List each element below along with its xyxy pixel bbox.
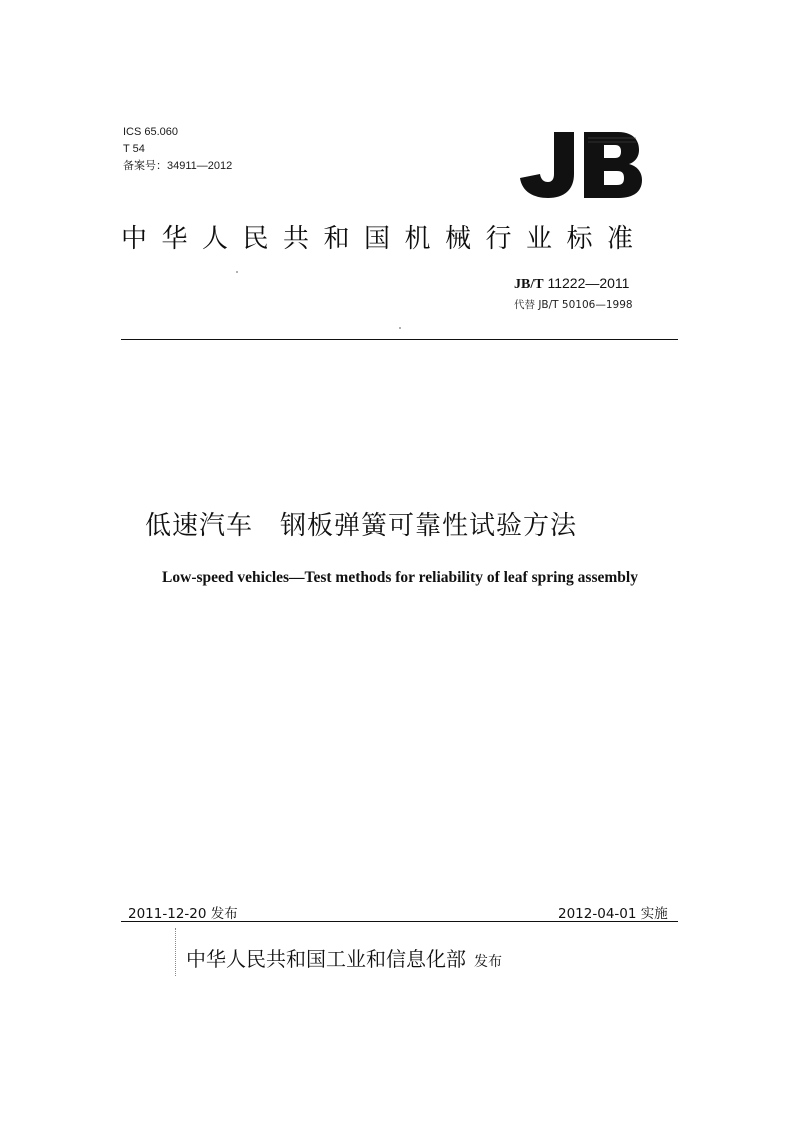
classification-code: T 54 xyxy=(123,143,145,155)
document-title-english: Low-speed vehicles—Test methods for reliability of leaf spring assembly xyxy=(162,569,638,586)
publisher-name: 中华人民共和国工业和信息化部 xyxy=(186,947,466,971)
issue-date: 2011-12-20 发布 xyxy=(128,906,238,922)
document-title-chinese: 低速汽车 钢板弹簧可靠性试验方法 xyxy=(145,511,578,541)
publisher xyxy=(186,943,502,972)
scan-speck xyxy=(399,327,401,329)
margin-mark xyxy=(175,928,176,976)
implementation-date: 2012-04-01 实施 xyxy=(558,906,668,922)
publisher-action: 发布 xyxy=(474,954,502,970)
record-number: 备案号：34911—2012 xyxy=(123,160,233,172)
bottom-rule xyxy=(121,921,678,922)
standard-code: 11222—2011 xyxy=(543,275,630,291)
standard-number xyxy=(514,275,629,293)
replaces-standard: 代替 JB/T 50106—1998 xyxy=(514,299,633,311)
top-rule xyxy=(121,339,678,340)
scan-speck xyxy=(236,271,238,273)
standard-prefix: JB/T xyxy=(514,277,544,292)
standard-series-title: 中华人民共和国机械行业标准 xyxy=(121,224,648,254)
ics-code: ICS 65.060 xyxy=(123,126,179,138)
jb-logo xyxy=(518,128,644,200)
